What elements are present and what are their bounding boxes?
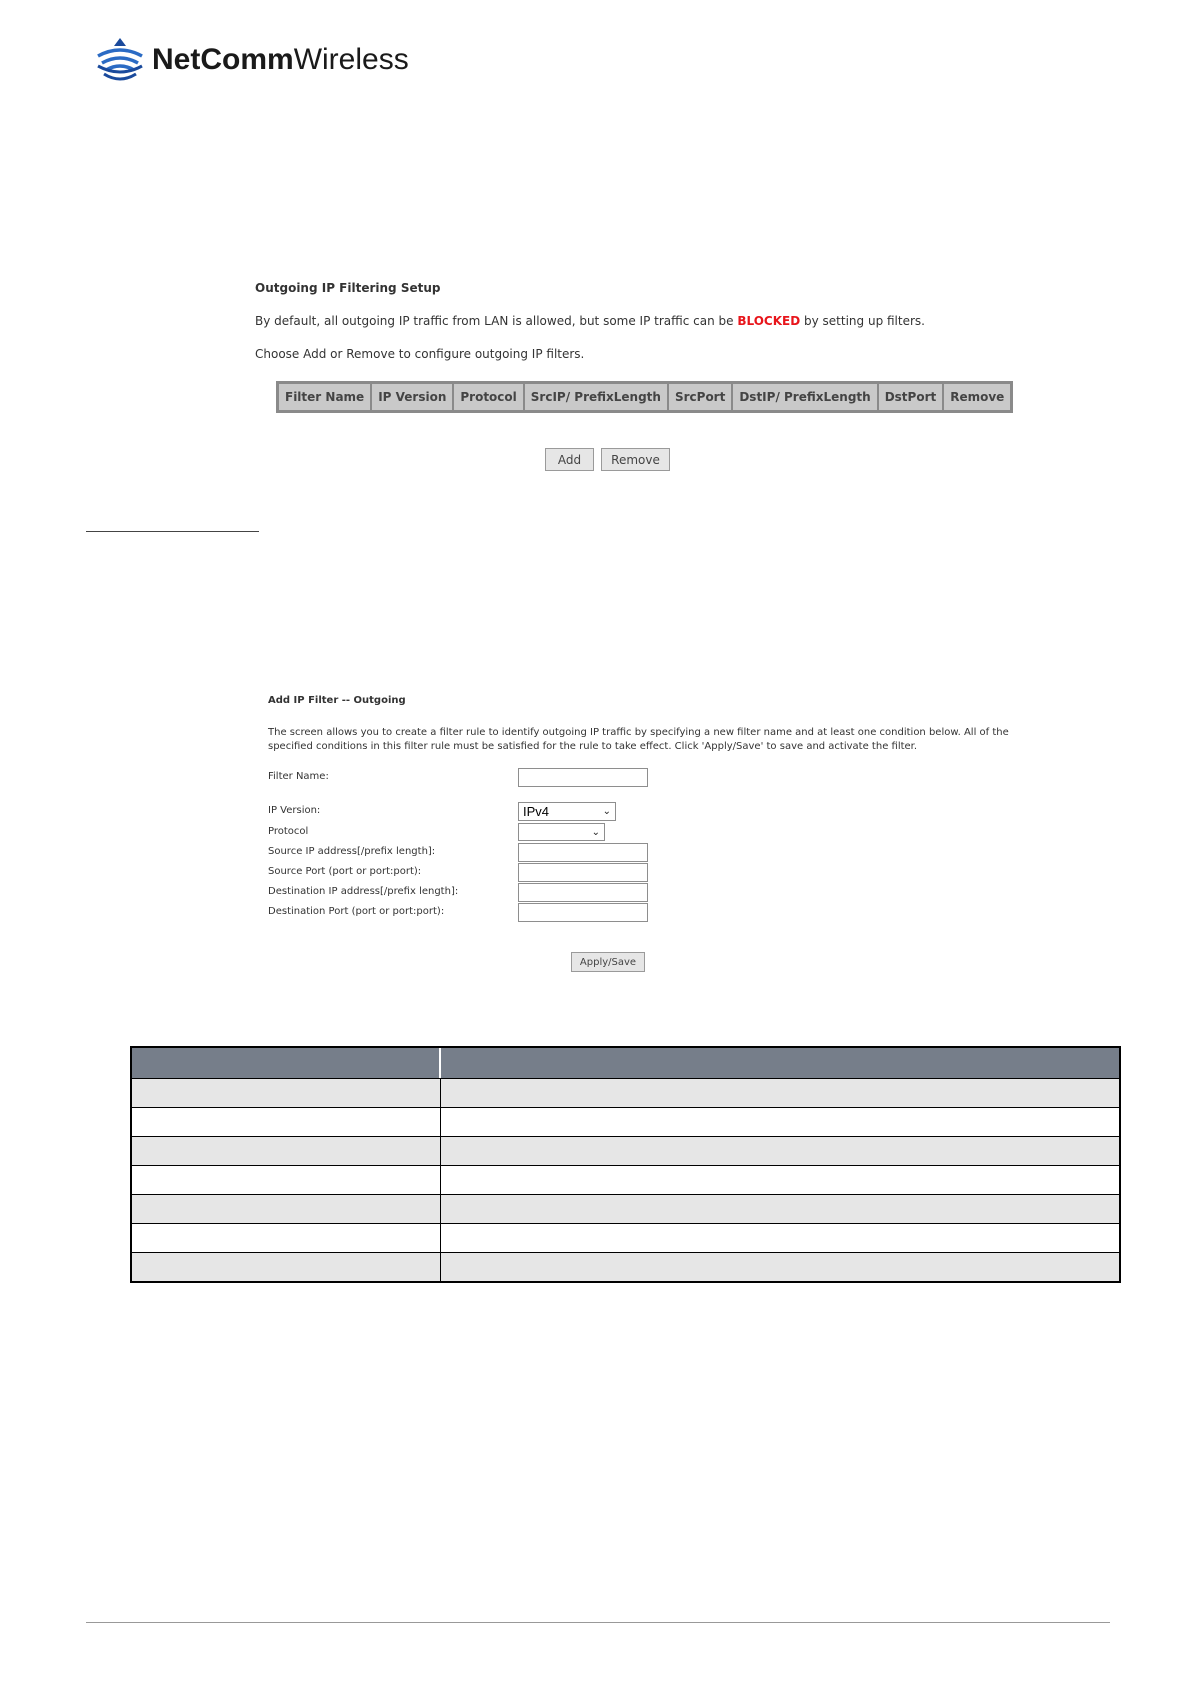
col-protocol: Protocol: [453, 383, 523, 411]
source-ip-label: Source IP address[/prefix length]:: [268, 846, 436, 857]
remove-button[interactable]: Remove: [601, 448, 670, 471]
col-dstip: DstIP/ PrefixLength: [732, 383, 877, 411]
dest-port-label: Destination Port (port or port:port):: [268, 906, 445, 917]
brand-wordmark: NetCommWireless: [152, 43, 409, 76]
col-remove: Remove: [943, 383, 1011, 411]
settings-table: [130, 1046, 1121, 1283]
settings-table-header: [132, 1048, 1119, 1078]
source-ip-input[interactable]: [518, 843, 648, 862]
chevron-down-icon: ⌄: [591, 826, 600, 838]
source-port-input[interactable]: [518, 863, 648, 882]
table-row: [132, 1136, 1119, 1165]
table-row: [132, 1107, 1119, 1136]
ip-version-label: IP Version:: [268, 805, 321, 816]
add-filter-desc-line2: specified conditions in this filter rule must be satisfied for the rule to take effect. Click 'Apply/Save' to save and activate the filter.: [268, 741, 918, 752]
wifi-signal-icon: [94, 36, 146, 84]
outgoing-setup-title: Outgoing IP Filtering Setup: [255, 281, 441, 295]
filter-name-label: Filter Name:: [268, 771, 329, 782]
dest-port-input[interactable]: [518, 903, 648, 922]
dest-ip-label: Destination IP address[/prefix length]:: [268, 886, 459, 897]
col-srcip: SrcIP/ PrefixLength: [524, 383, 668, 411]
netcomm-logo: [94, 34, 409, 86]
outgoing-setup-intro: By default, all outgoing IP traffic from LAN is allowed, but some IP traffic can be BLOCKED by setting up filters.: [255, 314, 925, 328]
table-row: [132, 1194, 1119, 1223]
section-divider: [86, 531, 259, 532]
outgoing-filters-table: [276, 381, 1013, 413]
protocol-label: Protocol: [268, 826, 309, 837]
ip-version-value: IPv4: [523, 804, 550, 819]
apply-save-button[interactable]: Apply/Save: [571, 952, 645, 972]
footer-divider: [86, 1622, 1110, 1623]
outgoing-setup-instruction: Choose Add or Remove to configure outgoing IP filters.: [255, 347, 585, 361]
blocked-label: BLOCKED: [737, 314, 801, 328]
add-button[interactable]: Add: [545, 448, 594, 471]
chevron-down-icon: ⌄: [602, 806, 611, 817]
filter-name-input[interactable]: [518, 768, 648, 787]
table-row: [132, 1223, 1119, 1252]
ip-version-select[interactable]: [518, 802, 616, 821]
source-port-label: Source Port (port or port:port):: [268, 866, 422, 877]
table-row: [132, 1252, 1119, 1281]
protocol-select[interactable]: [518, 823, 605, 841]
col-srcport: SrcPort: [668, 383, 732, 411]
dest-ip-input[interactable]: [518, 883, 648, 902]
col-filter-name: Filter Name: [278, 383, 371, 411]
table-row: [132, 1078, 1119, 1107]
add-filter-title: Add IP Filter -- Outgoing: [268, 695, 406, 706]
col-dstport: DstPort: [878, 383, 944, 411]
add-filter-desc-line1: The screen allows you to create a filter rule to identify outgoing IP traffic by specifying a new filter name and at least one condition below. All of the: [268, 727, 1009, 738]
table-row: [132, 1165, 1119, 1194]
col-ip-version: IP Version: [371, 383, 453, 411]
